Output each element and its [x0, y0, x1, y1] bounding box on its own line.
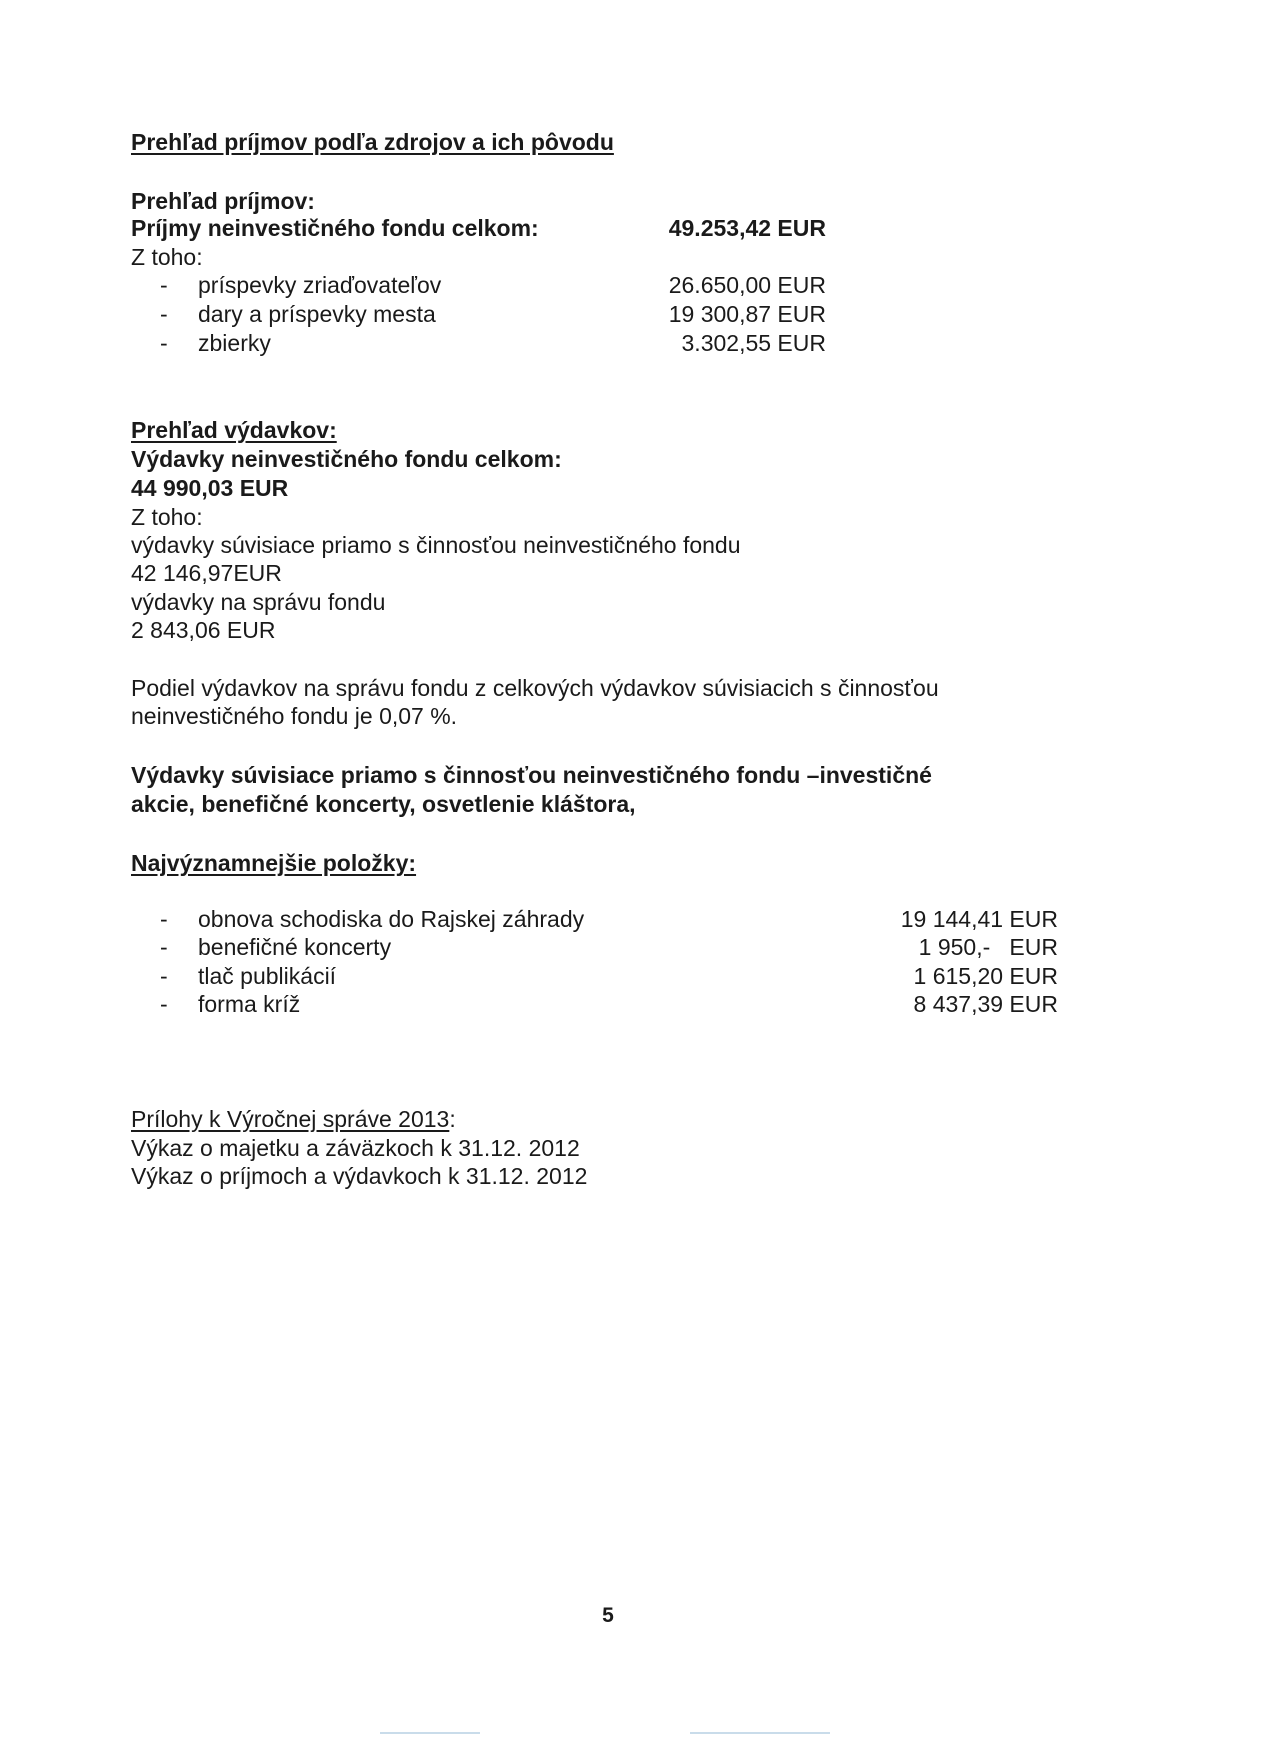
major-item-value: 1 950,- EUR: [918, 934, 1058, 960]
income-of-which: Z toho:: [131, 244, 203, 270]
list-dash: -: [160, 330, 168, 356]
major-item-label: forma kríž: [198, 991, 301, 1017]
expenses-admin-value: 2 843,06 EUR: [131, 617, 276, 643]
attachment-item: Výkaz o príjmoch a výdavkoch k 31.12. 2012: [131, 1163, 588, 1189]
list-dash: -: [160, 301, 168, 327]
scan-artifact: [690, 1732, 830, 1734]
list-dash: -: [160, 272, 168, 298]
attachments-heading-text: Prílohy k Výročnej správe 2013: [131, 1106, 450, 1132]
attachments-heading: [131, 1105, 456, 1133]
major-items-heading: Najvýznamnejšie položky:: [131, 850, 417, 876]
list-dash: -: [160, 991, 168, 1017]
expenses-of-which: Z toho:: [131, 504, 203, 530]
list-dash: -: [160, 934, 168, 960]
attachment-item: Výkaz o majetku a záväzkoch k 31.12. 2012: [131, 1135, 580, 1161]
income-total-value: 49.253,42 EUR: [668, 215, 826, 241]
income-total-label: Príjmy neinvestičného fondu celkom:: [131, 215, 539, 241]
income-item-value: 26.650,00 EUR: [668, 272, 826, 298]
expenses-direct-value: 42 146,97EUR: [131, 560, 282, 586]
admin-share-line-2: neinvestičného fondu je 0,07 %.: [131, 703, 458, 729]
expenses-total-value: 44 990,03 EUR: [131, 475, 289, 501]
income-heading: Prehľad príjmov:: [131, 188, 315, 214]
page-number: 5: [602, 1604, 614, 1627]
income-item-value: 19 300,87 EUR: [668, 301, 826, 327]
expenses-heading: Prehľad výdavkov:: [131, 417, 337, 443]
expenses-admin-label: výdavky na správu fondu: [131, 589, 386, 615]
major-item-value: 8 437,39 EUR: [913, 991, 1058, 1017]
list-dash: -: [160, 906, 168, 932]
main-heading: Prehľad príjmov podľa zdrojov a ich pôvodu: [131, 129, 614, 155]
income-item-label: dary a príspevky mesta: [198, 301, 436, 327]
major-item-value: 19 144,41 EUR: [900, 906, 1058, 932]
activities-line-2: akcie, benefičné koncerty, osvetlenie kláštora,: [131, 791, 636, 817]
major-item-value: 1 615,20 EUR: [913, 963, 1058, 989]
major-item-label: obnova schodiska do Rajskej záhrady: [198, 906, 585, 932]
income-item-value: 3.302,55 EUR: [681, 330, 826, 356]
attachments-heading-colon: :: [449, 1106, 456, 1132]
major-item-label: benefičné koncerty: [198, 934, 392, 960]
expenses-total-label: Výdavky neinvestičného fondu celkom:: [131, 446, 562, 472]
activities-line-1: Výdavky súvisiace priamo s činnosťou neinvestičného fondu –investičné: [131, 762, 932, 788]
income-item-label: zbierky: [198, 330, 271, 356]
major-item-label: tlač publikácií: [198, 963, 337, 989]
admin-share-line-1: Podiel výdavkov na správu fondu z celkových výdavkov súvisiacich s činnosťou: [131, 675, 939, 701]
scan-artifact: [380, 1732, 480, 1734]
income-item-label: príspevky zriaďovateľov: [198, 272, 442, 298]
list-dash: -: [160, 963, 168, 989]
expenses-direct-label: výdavky súvisiace priamo s činnosťou neinvestičného fondu: [131, 532, 741, 558]
